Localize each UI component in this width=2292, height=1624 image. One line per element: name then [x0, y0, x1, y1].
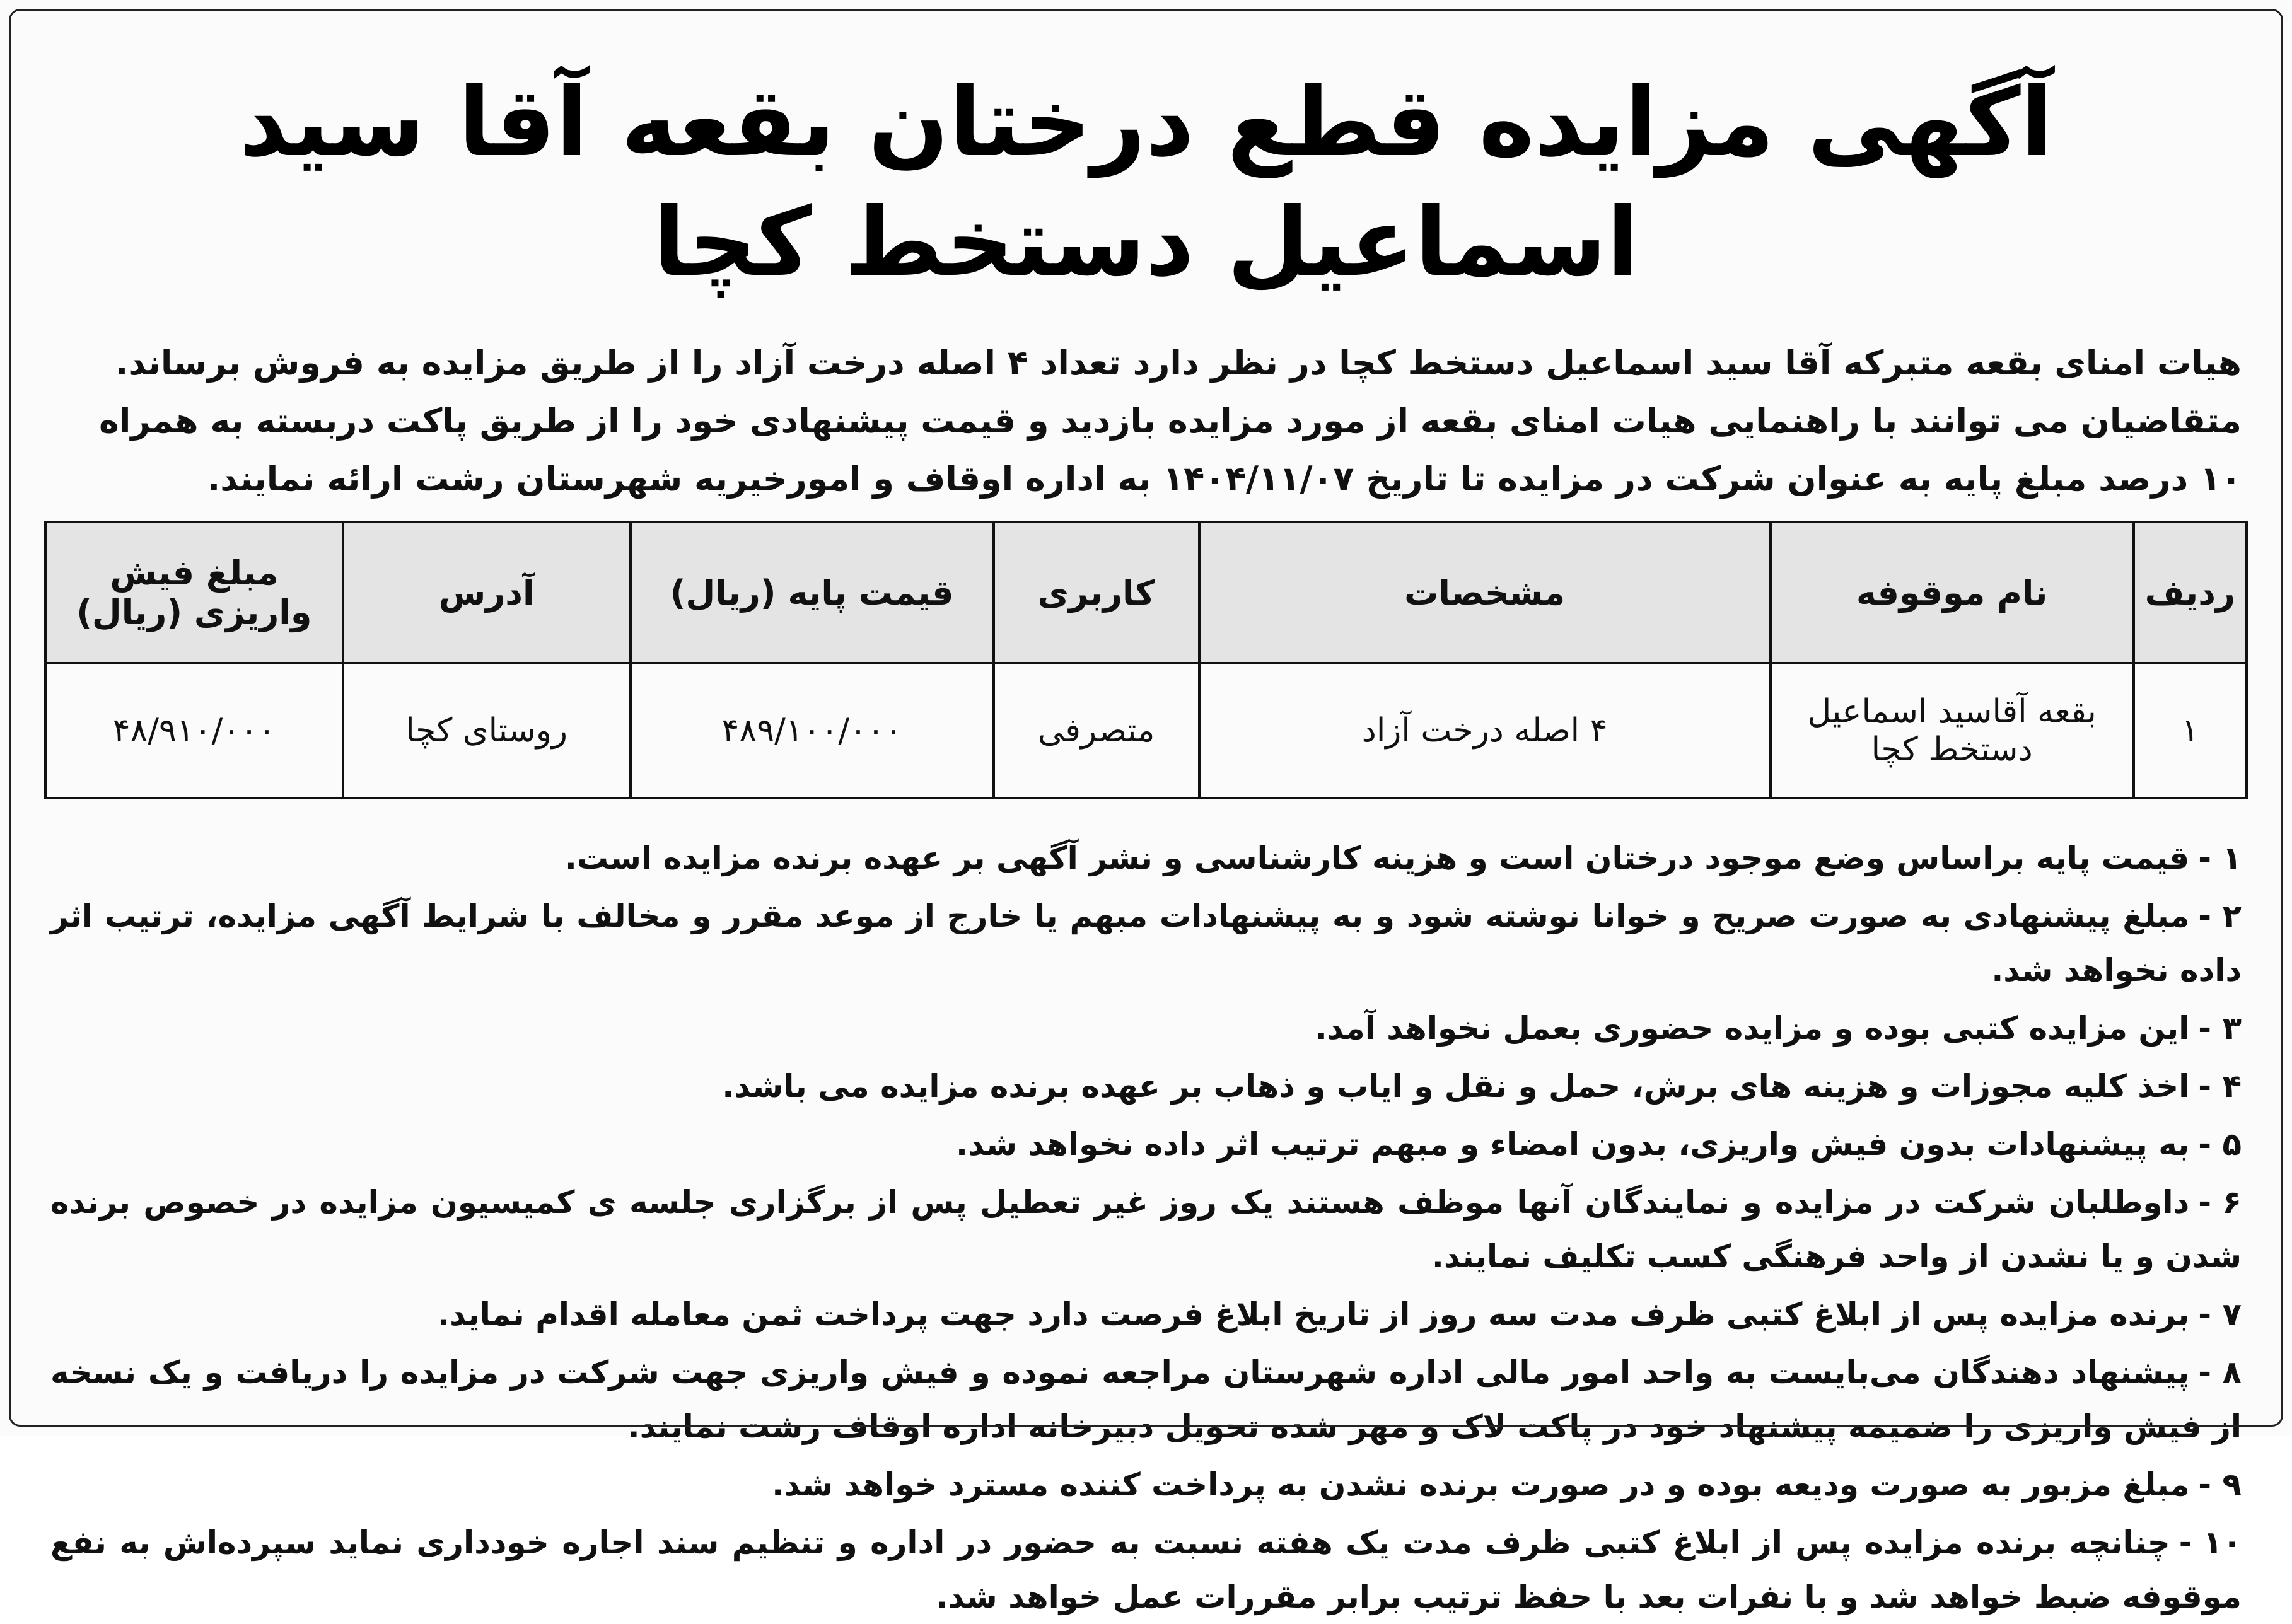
header-usage: کاربری: [994, 522, 1199, 663]
intro-line-1: هیات امنای بقعه متبرکه آقا سید اسماعیل دستخط کچا در نظر دارد تعداد ۴ اصله درخت آزاد را از طریق مزایده به فروش برساند.: [115, 343, 2242, 383]
condition-item: [50, 1117, 2242, 1171]
condition-text: برنده مزایده پس از ابلاغ کتبی ظرف مدت سه روز از تاریخ ابلاغ فرصت دارد جهت پرداخت ثمن معامله اقدام نماید.: [438, 1296, 2190, 1333]
cell-specifications: ۴ اصله درخت آزاد: [1199, 663, 1771, 798]
condition-number: ۲ -: [2198, 898, 2242, 934]
condition-number: ۶ -: [2198, 1184, 2242, 1221]
table-row: [45, 663, 2247, 798]
cell-address: روستای کچا: [343, 663, 631, 798]
condition-text: قیمت پایه براساس وضع موجود درختان است و هزینه کارشناسی و نشر آگهی بر عهده برنده مزایده است.: [564, 840, 2190, 876]
header-base-price: قیمت پایه (ریال): [631, 522, 994, 663]
condition-text: مبلغ مزبور به صورت ودیعه بوده و در صورت برنده نشدن به پرداخت کننده مسترد خواهد شد.: [772, 1466, 2190, 1503]
condition-number: ۸ -: [2198, 1354, 2242, 1391]
condition-text: به پیشنهادات بدون فیش واریزی، بدون امضاء و مبهم ترتیب اثر داده نخواهد شد.: [956, 1126, 2190, 1163]
notice-title: آگهی مزایده قطع درختان بقعه آقا سید اسماعیل دستخط کچا: [239, 68, 2053, 298]
condition-item: [50, 1059, 2242, 1113]
cell-usage: متصرفی: [994, 663, 1199, 798]
condition-item: [50, 889, 2242, 997]
condition-number: ۷ -: [2198, 1296, 2242, 1333]
condition-number: ۵ -: [2198, 1126, 2242, 1163]
condition-number: ۳ -: [2198, 1010, 2242, 1047]
condition-item: [50, 1175, 2242, 1284]
header-endowment-name: نام موقوفه: [1771, 522, 2134, 663]
auction-items-table: [44, 521, 2248, 799]
header-specifications: مشخصات: [1199, 522, 1771, 663]
condition-item: [50, 1345, 2242, 1454]
condition-item: [50, 831, 2242, 885]
condition-number: ۴ -: [2198, 1068, 2242, 1105]
condition-text: اخذ کلیه مجوزات و هزینه های برش، حمل و نقل و ایاب و ذهاب بر عهده برنده مزایده می باشد.: [722, 1068, 2190, 1105]
condition-item: [50, 1001, 2242, 1055]
notice-intro: [50, 334, 2242, 508]
intro-line-3: ۱۰ درصد مبلغ پایه به عنوان شرکت در مزایده تا تاریخ ۱۴۰۴/۱۱/۰۷ به اداره اوقاف و امورخیریه شهرستان رشت ارائه نمایند.: [207, 459, 2242, 499]
condition-text: پیشنهاد دهندگان می‌بایست به واحد امور مالی اداره شهرستان مراجعه نموده و فیش واریزی جهت شرکت در مزایده را دریافت و یک نسخه از فیش واریزی را ضمیمه پیشنهاد خود در پاکت لاک و مهر شده تحویل دبیرخانه اداره اوقاف رشت نمایند.: [50, 1354, 2242, 1445]
condition-text: داوطلبان شرکت در مزایده و نمایندگان آنها موظف هستند یک روز غیر تعطیل پس از برگزاری جلسه ی کمیسیون مزایده در خصوص برنده شدن و یا نشدن از واحد فرهنگی کسب تکلیف نمایند.: [50, 1184, 2242, 1275]
condition-text: چنانچه برنده مزایده پس از ابلاغ کتبی ظرف مدت یک هفته نسبت به حضور در اداره و تنظیم سند اجاره خودداری نماید سپرده‌اش به نفع موقوفه ضبط خواهد شد و با نفرات بعد با حفظ ترتیب برابر مقررات عمل خواهد شد.: [50, 1524, 2242, 1615]
cell-row-number: ۱: [2134, 663, 2247, 798]
condition-text: مبلغ پیشنهادی به صورت صریح و خوانا نوشته شود و به پیشنهادات مبهم یا خارج از موعد مقرر و مخالف با شرایط آگهی مزایده، ترتیب اثر داده نخواهد شد.: [50, 898, 2242, 989]
conditions-list: [50, 831, 2242, 1624]
condition-item: [50, 1516, 2242, 1624]
condition-item: [50, 1287, 2242, 1342]
header-row-number: ردیف: [2134, 522, 2247, 663]
condition-number: ۹ -: [2198, 1466, 2242, 1503]
cell-deposit-amount: ۴۸/۹۱۰/۰۰۰: [45, 663, 343, 798]
header-deposit-amount: مبلغ فیش واریزی (ریال): [45, 522, 343, 663]
header-address: آدرس: [343, 522, 631, 663]
condition-number: ۱۰ -: [2179, 1524, 2242, 1561]
table-header-row: [45, 522, 2247, 663]
condition-number: ۱ -: [2198, 840, 2242, 876]
condition-text: این مزایده کتبی بوده و مزایده حضوری بعمل نخواهد آمد.: [1315, 1010, 2190, 1047]
condition-item: [50, 1458, 2242, 1512]
intro-line-2: متقاضیان می توانند با راهنمایی هیات امنای بقعه از مورد مزایده بازدید و قیمت پیشنهادی خود را از طریق پاکت دربسته به همراه: [98, 401, 2242, 441]
cell-endowment-name: بقعه آقاسید اسماعیل دستخط کچا: [1771, 663, 2134, 798]
cell-base-price: ۴۸۹/۱۰۰/۰۰۰: [631, 663, 994, 798]
